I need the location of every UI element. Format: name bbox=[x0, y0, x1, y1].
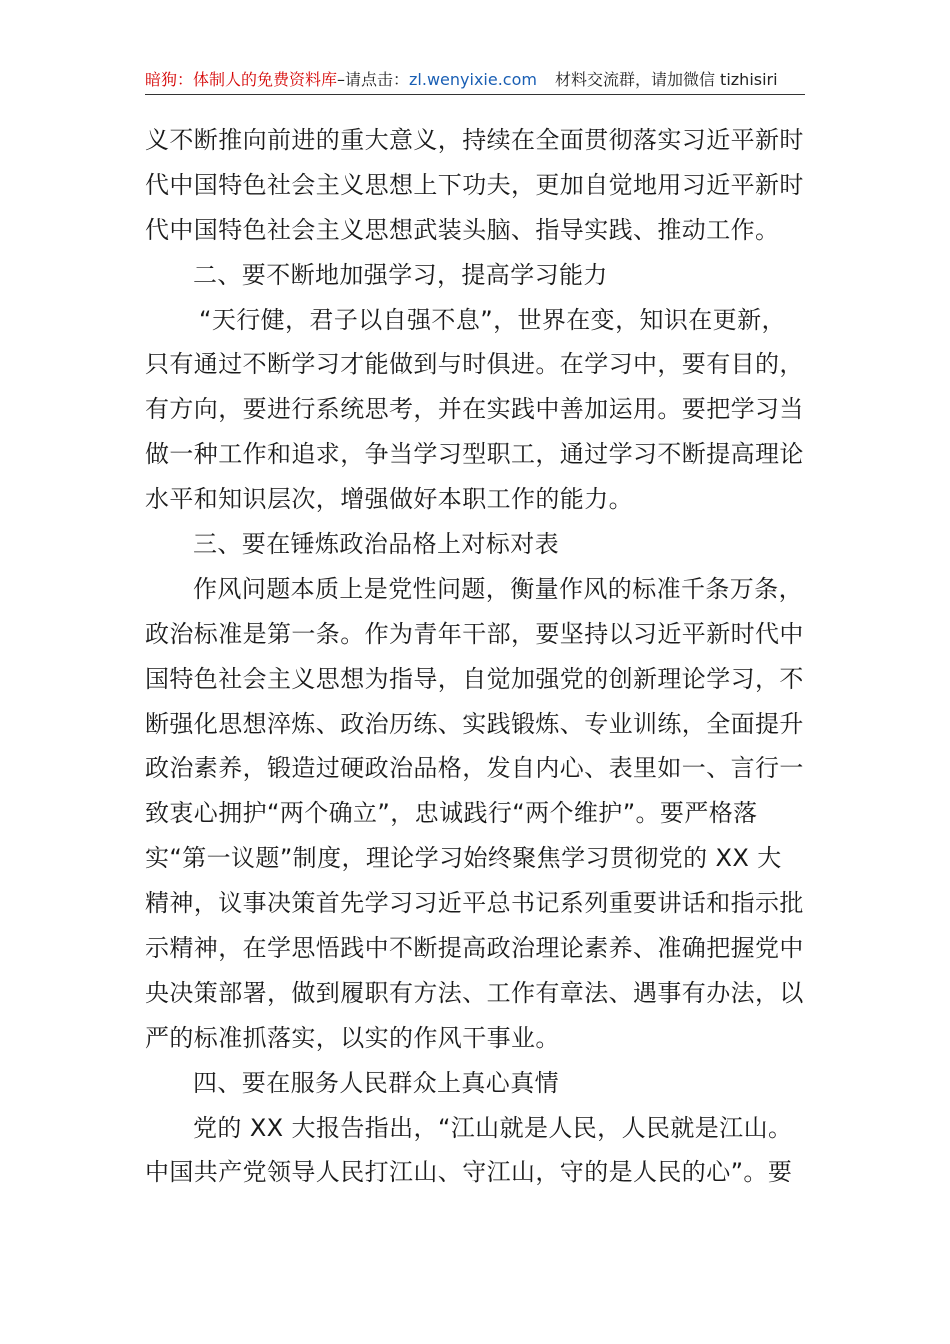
text-line: 严的标准抓落实，以实的作风干事业。 bbox=[145, 1023, 560, 1052]
text-line: 代中国特色社会主义思想上下功夫，更加自觉地用习近平新时 bbox=[145, 170, 804, 199]
text-line: 精神，议事决策首先学习习近平总书记系列重要讲话和指示批 bbox=[145, 889, 804, 918]
text-line: 党的 XX 大报告指出，“江山就是人民，人民就是江山。 bbox=[193, 1113, 793, 1142]
text-line: 致衷心拥护“两个确立”，忠诚践行“两个维护”。要严格落 bbox=[145, 799, 758, 828]
text-line: 国特色社会主义思想为指导，自觉加强党的创新理论学习，不 bbox=[145, 664, 804, 693]
page-header bbox=[145, 68, 805, 95]
text-line: 政治素养，锻造过硬政治品格，发自内心、表里如一、言行一 bbox=[145, 754, 804, 783]
text-line: 做一种工作和追求，争当学习型职工，通过学习不断提高理论 bbox=[145, 440, 804, 469]
text-line: 断强化思想淬炼、政治历练、实践锻炼、专业训练，全面提升 bbox=[145, 709, 804, 738]
text-line: 水平和知识层次，增强做好本职工作的能力。 bbox=[145, 485, 633, 514]
text-line: 中国共产党领导人民打江山、守江山，守的是人民的心”。要 bbox=[145, 1158, 793, 1187]
header-brand: 暗狗：体制人的免费资料库 bbox=[145, 70, 338, 89]
header-prompt: –请点击： bbox=[337, 70, 410, 89]
section-heading-4: 四、要在服务人民群众上真心真情 bbox=[193, 1068, 559, 1097]
text-line: 只有通过不断学习才能做到与时俱进。在学习中，要有目的， bbox=[145, 350, 804, 379]
text-line: 政治标准是第一条。作为青年干部，要坚持以习近平新时代中 bbox=[145, 619, 804, 648]
document-body bbox=[145, 118, 807, 1195]
header-contact: 材料交流群，请加微信 tizhisiri bbox=[554, 70, 778, 89]
section-heading-3: 三、要在锤炼政治品格上对标对表 bbox=[193, 530, 559, 559]
text-line: 有方向，要进行系统思考，并在实践中善加运用。要把学习当 bbox=[145, 395, 804, 424]
text-line: 义不断推向前进的重大意义，持续在全面贯彻落实习近平新时 bbox=[145, 126, 804, 154]
text-line: 央决策部署，做到履职有方法、工作有章法、遇事有办法，以 bbox=[145, 978, 804, 1007]
header-url-link[interactable]: zl.wenyixie.com bbox=[409, 70, 537, 89]
text-line: 代中国特色社会主义思想武装头脑、指导实践、推动工作。 bbox=[145, 215, 780, 244]
text-line: 实“第一议题”制度，理论学习始终聚焦学习贯彻党的 XX 大 bbox=[145, 844, 782, 873]
section-heading-2: 二、要不断地加强学习，提高学习能力 bbox=[193, 260, 608, 289]
text-line: 作风问题本质上是党性问题，衡量作风的标准千条万条， bbox=[193, 574, 803, 603]
text-line: “天行健，君子以自强不息”，世界在变，知识在更新， bbox=[199, 305, 786, 334]
text-line: 示精神，在学思悟践中不断提高政治理论素养、准确把握党中 bbox=[145, 934, 804, 963]
